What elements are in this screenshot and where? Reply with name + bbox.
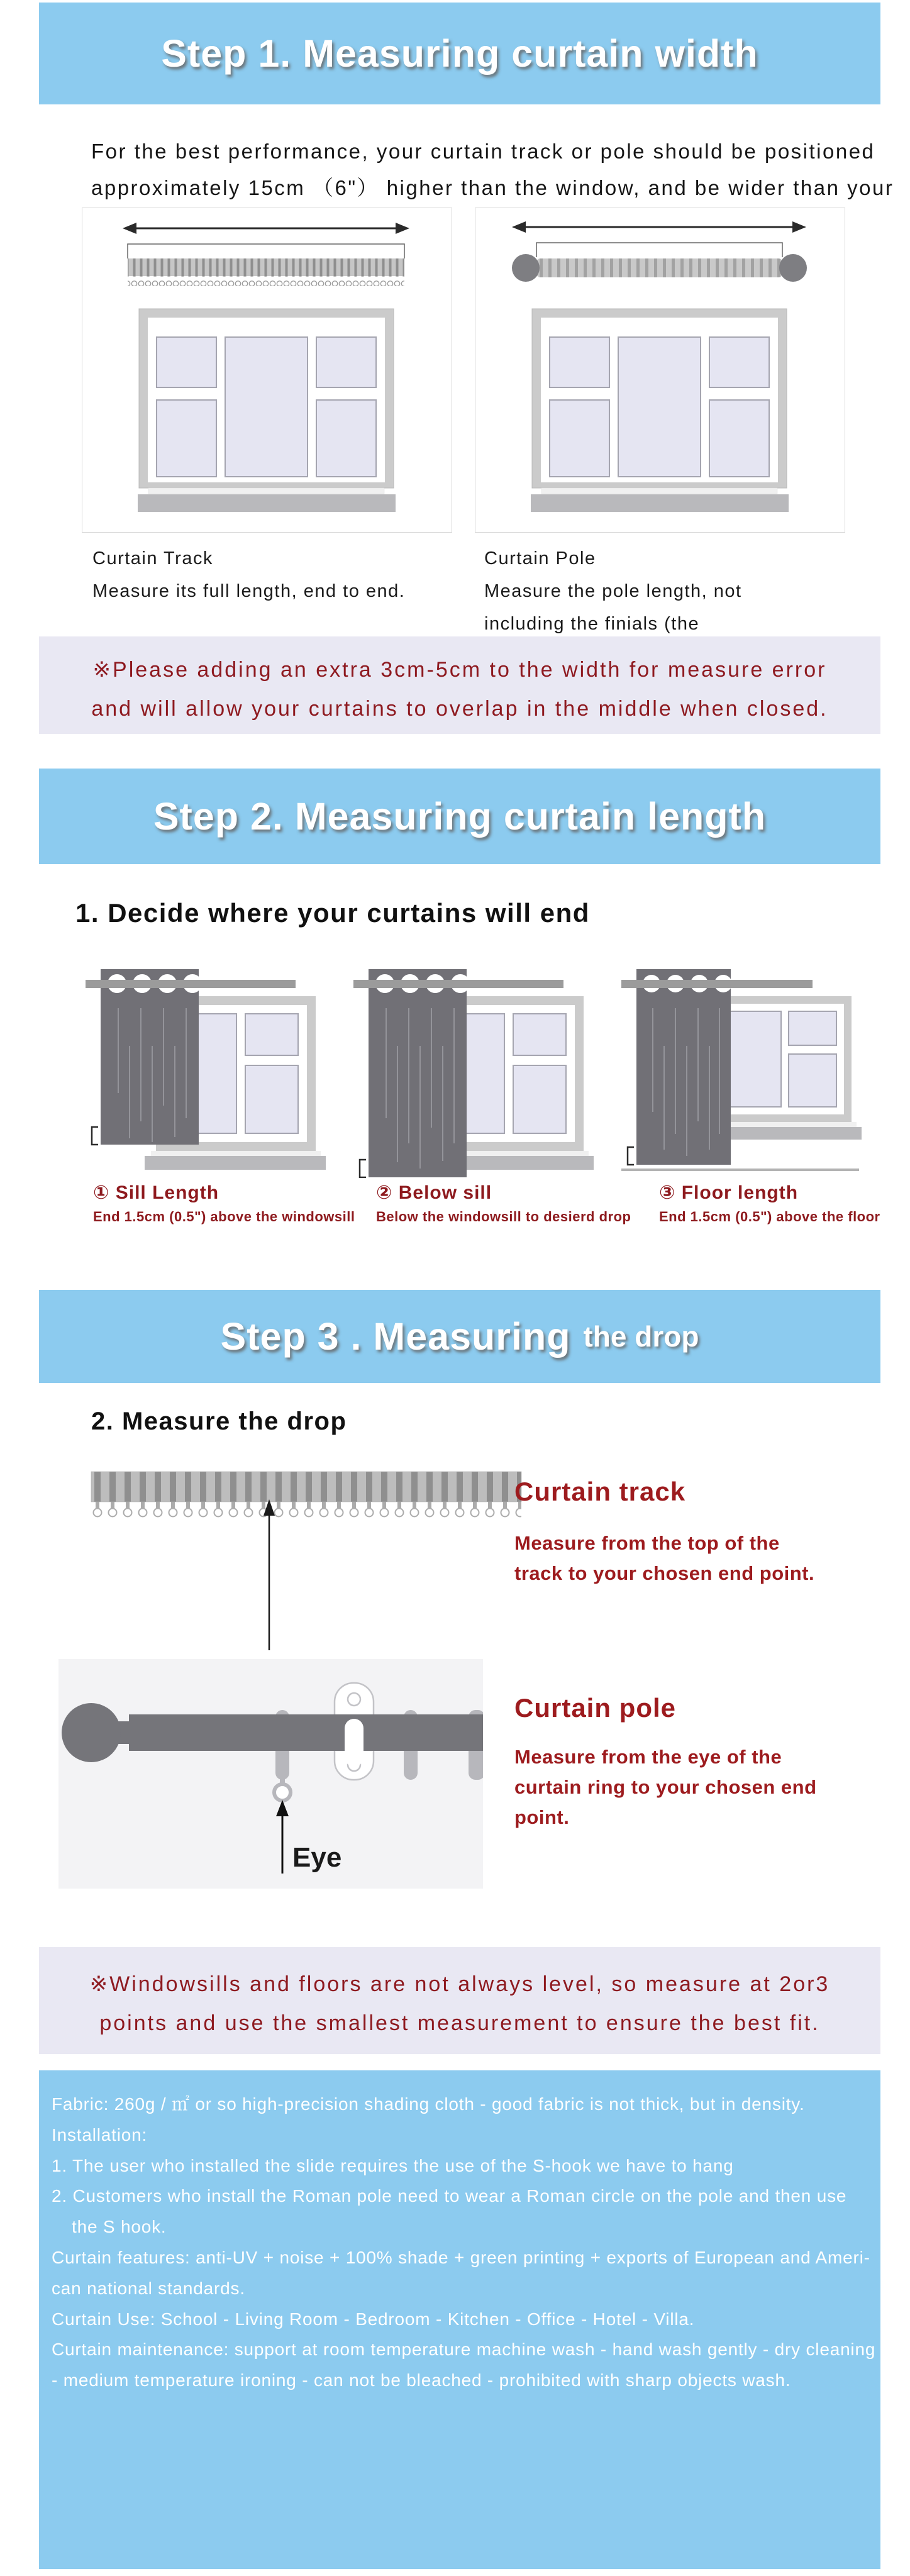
step1-header-title: Step 1. Measuring curtain width (161, 32, 758, 75)
pole-caption-body-line2: including the finials (the (484, 614, 700, 634)
width-note (39, 636, 880, 734)
step2-subheading: 1. Decide where your curtains will end (75, 898, 590, 928)
track-caption-title: Curtain Track (92, 548, 213, 569)
pole-finial-right (779, 254, 807, 282)
pole-caption-title: Curtain Pole (484, 548, 596, 569)
footer-line: 2. Customers who install the Roman pole need to wear a Roman circle on the pole and then use (52, 2186, 847, 2206)
pole-finial (62, 1703, 121, 1762)
footer-line: Curtain Use: School - Living Room - Bedroom - Kitchen - Office - Hotel - Villa. (52, 2309, 695, 2329)
footer-line: 1. The user who installed the slide requires the use of the S-hook we have to hang (52, 2155, 734, 2175)
measure-bracket (628, 1147, 634, 1165)
track-caption (92, 542, 405, 608)
below-sill-subtitle: Below the windowsill to desierd drop (376, 1209, 631, 1224)
measure-bracket (92, 1127, 98, 1145)
track-drop-title: Curtain track (514, 1477, 686, 1506)
step1-intro-line2: approximately 15cm （6"） higher than the window, and be wider than your (91, 176, 894, 199)
footer-line: Fabric: 260g / ㎡ or so high-precision shading cloth - good fabric is not thick, but in density. (52, 2094, 805, 2114)
step1-intro-line1: For the best performance, your curtain track or pole should be positioned (91, 140, 875, 163)
footer-line: Installation: (52, 2124, 148, 2145)
below-sill-illustration (350, 961, 595, 1178)
sill-length-diagram (82, 961, 355, 1227)
footer-line: Curtain features: anti-UV + noise + 100% shade + green printing + exports of European and Ameri- (52, 2247, 870, 2267)
track-drop-text (514, 1477, 814, 1589)
sill-length-title: ① Sill Length (93, 1182, 219, 1203)
eye-label: Eye (292, 1842, 342, 1873)
step2-header-band (39, 769, 880, 864)
footer-line: can national standards. (52, 2278, 245, 2298)
measure-bracket (360, 1160, 366, 1177)
footer-line: the S hook. (72, 2217, 167, 2237)
width-note-line1: ※Please adding an extra 3cm-5cm to the width for measure error (92, 658, 827, 682)
below-sill-diagram (350, 961, 631, 1227)
pole-drop-body-line2: curtain ring to your chosen end (514, 1776, 817, 1798)
pole-drop-body-line1: Measure from the eye of the (514, 1746, 782, 1768)
track-drop-diagram (90, 1469, 524, 1653)
sill-length-illustration (82, 961, 327, 1178)
product-details-footer (39, 2070, 880, 2569)
track-drop-body-line1: Measure from the top of the (514, 1532, 780, 1554)
pole-drop-diagram (58, 1659, 483, 1889)
floor-length-diagram (618, 961, 880, 1227)
track-drop-illustration (90, 1469, 524, 1653)
step3-subheading: 2. Measure the drop (91, 1407, 347, 1435)
track-drop-body-line2: track to your chosen end point. (514, 1562, 815, 1584)
pole-drop-text (514, 1693, 817, 1833)
drop-note (39, 1947, 880, 2054)
pole-caption-body-line1: Measure the pole length, not (484, 581, 742, 601)
step1-intro-paragraph (91, 133, 894, 206)
drop-note-line1: ※Windowsills and floors are not always level, so measure at 2or3 (89, 1972, 830, 1996)
curtain-pole-width-diagram (475, 208, 845, 533)
footer-line: - medium temperature ironing - can not be bleached - prohibited with sharp objects wash. (52, 2370, 791, 2390)
track-caption-body: Measure its full length, end to end. (92, 581, 406, 601)
pole-caption (484, 542, 742, 640)
curtain-track-width-illustration (82, 208, 450, 531)
step3-header-band (39, 1290, 880, 1383)
floor-length-illustration (618, 961, 863, 1178)
step3-header-subtitle: the drop (583, 1320, 699, 1353)
drop-note-line2: points and use the smallest measurement to ensure the best fit. (99, 2011, 820, 2035)
step3-header-title: Step 3 . Measuring (220, 1315, 571, 1358)
step1-header-band (39, 3, 880, 104)
below-sill-title: ② Below sill (376, 1182, 492, 1203)
pole-drop-body-line3: point. (514, 1806, 570, 1828)
floor-length-title: ③ Floor length (659, 1182, 799, 1203)
curtain-ring-eye (274, 1784, 291, 1801)
step2-header-title: Step 2. Measuring curtain length (153, 795, 767, 838)
sill-length-subtitle: End 1.5cm (0.5") above the windowsill (93, 1209, 355, 1224)
curtain-track-width-diagram (82, 208, 452, 533)
floor-length-subtitle: End 1.5cm (0.5") above the floor (659, 1209, 880, 1224)
footer-line: Curtain maintenance: support at room temperature machine wash - hand wash gently - dry cleaning (52, 2340, 876, 2360)
width-note-line2: and will allow your curtains to overlap in the middle when closed. (91, 697, 828, 721)
pole-finial-left (512, 254, 540, 282)
pole-drop-illustration (58, 1659, 483, 1889)
curtain-pole-width-illustration (475, 208, 843, 531)
pole-drop-title: Curtain pole (514, 1693, 677, 1723)
